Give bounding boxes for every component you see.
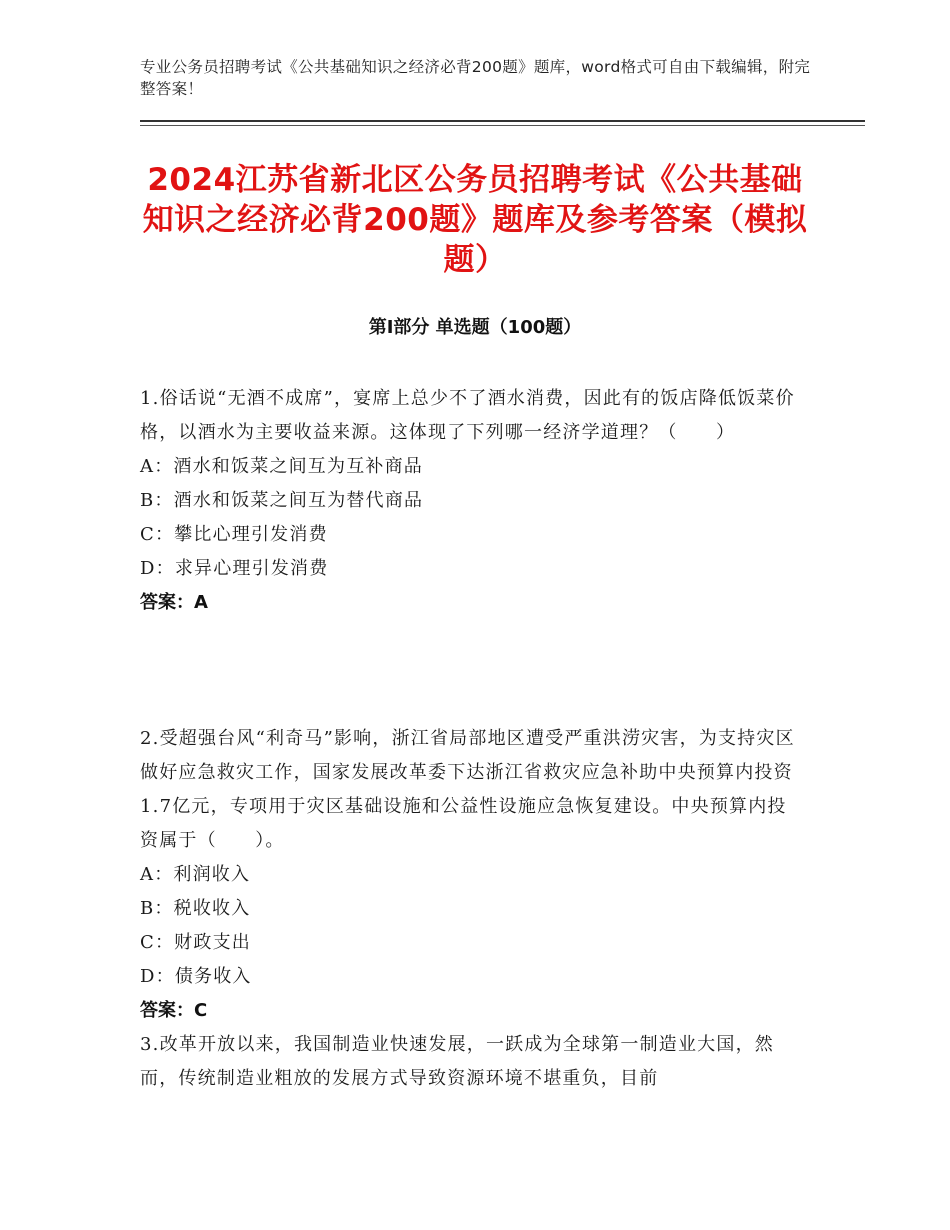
option-b: B：税收收入	[140, 898, 251, 919]
header-rule-thick	[140, 120, 865, 122]
option-c: C：攀比心理引发消费	[140, 524, 328, 545]
question-2	[140, 722, 800, 1028]
option-b: B：酒水和饭菜之间互为替代商品	[140, 490, 424, 511]
section-title: 第Ⅰ部分 单选题（100题）	[368, 317, 582, 338]
option-c: C：财政支出	[140, 932, 251, 953]
option-d: D：求异心理引发消费	[140, 558, 329, 579]
answer: 答案：C	[140, 1000, 208, 1021]
document-title: 2024江苏省新北区公务员招聘考试《公共基础知识之经济必背200题》题库及参考答案（模拟题）	[142, 162, 808, 278]
question-stem: 1.俗话说“无酒不成席”，宴席上总少不了酒水消费，因此有的饭店降低饭菜价格，以酒水为主要收益来源。这体现了下列哪一经济学道理？（ ）	[140, 388, 795, 443]
header-note: 专业公务员招聘考试《公共基础知识之经济必背200题》题库，word格式可自由下载编辑，附完整答案！	[140, 58, 811, 98]
option-d: D：债务收入	[140, 966, 252, 987]
question-stem: 2.受超强台风“利奇马”影响，浙江省局部地区遭受严重洪涝灾害，为支持灾区做好应急救灾工作，国家发展改革委下达浙江省救灾应急补助中央预算内投资1.7亿元，专项用于灾区基础设施和公益性设施应急恢复建设。中央预算内投资属于（ ）。	[140, 728, 795, 851]
question-3	[140, 1028, 800, 1096]
option-a: A：酒水和饭菜之间互为互补商品	[140, 456, 423, 477]
option-a: A：利润收入	[140, 864, 251, 885]
answer: 答案：A	[140, 592, 208, 613]
header-rule-thin	[140, 125, 865, 126]
question-stem: 3.改革开放以来，我国制造业快速发展，一跃成为全球第一制造业大国，然而，传统制造业粗放的发展方式导致资源环境不堪重负，目前	[140, 1034, 774, 1089]
question-1	[140, 382, 800, 620]
